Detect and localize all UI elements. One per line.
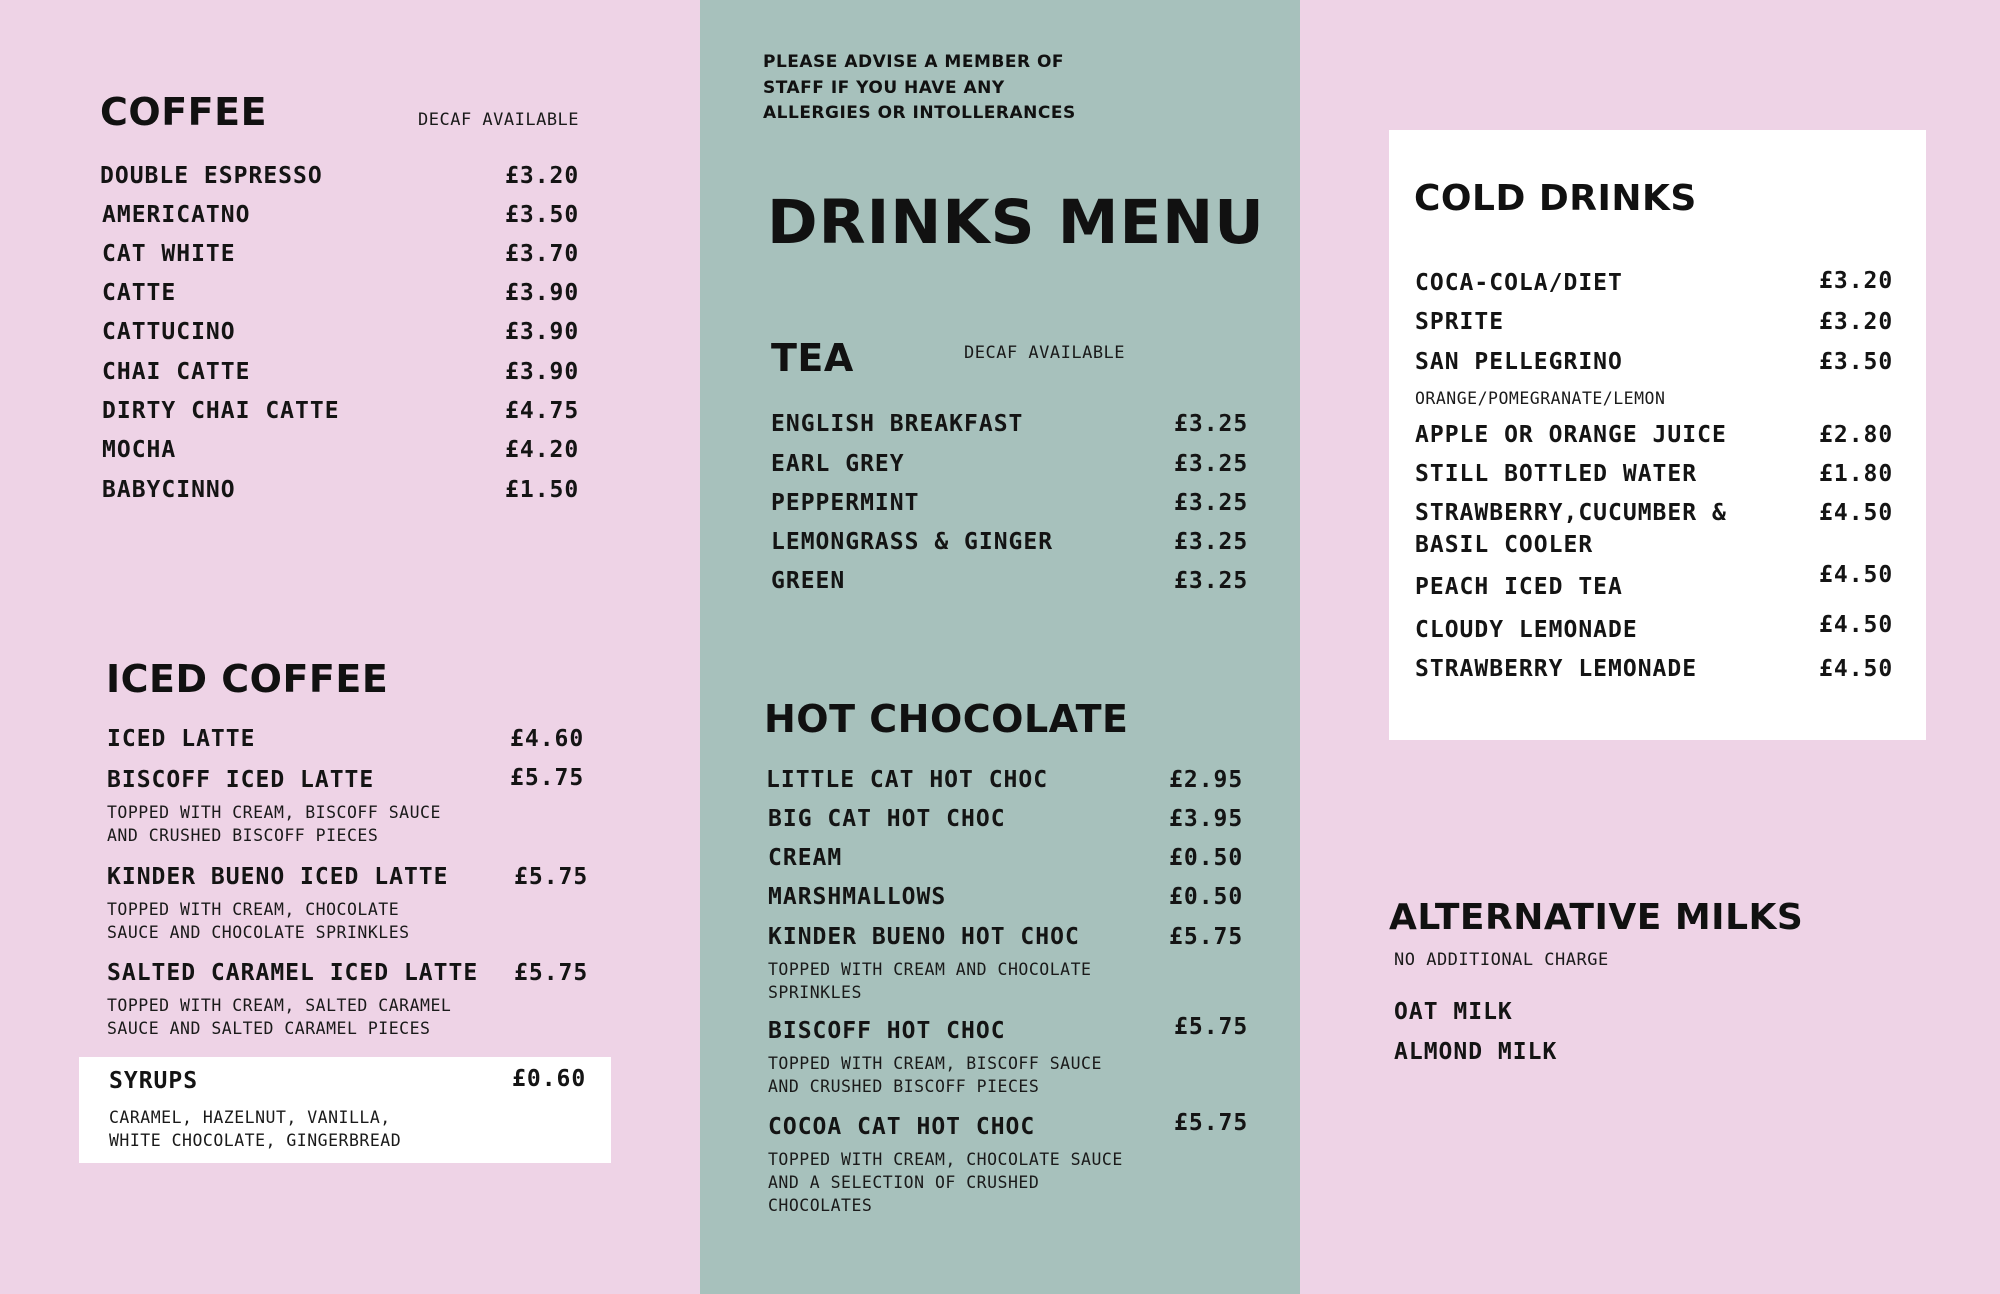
item-description: TOPPED WITH CREAM AND CHOCOLATE SPRINKLES: [768, 960, 1092, 1002]
menu-item: BIG CAT HOT CHOC £3.95: [768, 806, 1244, 832]
menu-item: AMERICATNO £3.50: [102, 202, 580, 228]
item-description: ORANGE/POMEGRANATE/LEMON: [1415, 389, 1666, 408]
item-description: TOPPED WITH CREAM, BISCOFF SAUCE AND CRUSHED BISCOFF PIECES: [107, 803, 441, 845]
menu-item: ENGLISH BREAKFAST £3.25: [771, 411, 1249, 437]
hot-chocolate-heading: HOT CHOCOLATE: [764, 697, 1129, 741]
menu-item: STRAWBERRY LEMONADE £4.50: [1415, 656, 1894, 682]
menu-item: DOUBLE ESPRESSO £3.20: [100, 163, 580, 189]
tea-decaf-note: DECAF AVAILABLE: [964, 343, 1126, 363]
syrups-box: [79, 1057, 611, 1163]
menu-item: BISCOFF HOT CHOC £5.75: [768, 1014, 1249, 1044]
menu-item: MOCHA £4.20: [102, 437, 580, 463]
menu-item: PEPPERMINT £3.25: [771, 490, 1249, 516]
menu-item: CATTE £3.90: [102, 280, 580, 306]
item-description: TOPPED WITH CREAM, SALTED CARAMEL SAUCE AND SALTED CARAMEL PIECES: [107, 996, 452, 1038]
allergy-note: PLEASE ADVISE A MEMBER OF STAFF IF YOU HAVE ANY ALLERGIES OR INTOLLERANCES: [763, 52, 1076, 123]
coffee-heading: COFFEE: [100, 90, 268, 134]
no-charge-note: NO ADDITIONAL CHARGE: [1394, 950, 1609, 970]
coffee-decaf-note: DECAF AVAILABLE: [418, 110, 580, 130]
cold-drinks-box: [1389, 130, 1926, 740]
menu-item: CATTUCINO £3.90: [102, 319, 580, 345]
menu-item: SALTED CARAMEL ICED LATTE £5.75: [107, 960, 589, 986]
menu-item: STRAWBERRY,CUCUMBER & £4.50 BASIL COOLER: [1415, 500, 1894, 558]
menu-item: BABYCINNO £1.50: [102, 477, 580, 503]
right-panel: [1300, 0, 2000, 1294]
menu-item: SPRITE £3.20: [1415, 309, 1894, 335]
menu-item: MARSHMALLOWS £0.50: [768, 884, 1244, 910]
menu-item: CAT WHITE £3.70: [102, 241, 580, 267]
item-description: TOPPED WITH CREAM, CHOCOLATE SAUCE AND CHOCOLATE SPRINKLES: [107, 900, 410, 942]
alternative-milks-heading: ALTERNATIVE MILKS: [1389, 897, 1804, 938]
syrups-item: SYRUPS £0.60: [109, 1066, 587, 1094]
menu-item: SAN PELLEGRINO £3.50: [1415, 349, 1894, 375]
center-panel: [700, 0, 1300, 1294]
menu-item: CLOUDY LEMONADE £4.50: [1415, 612, 1894, 643]
menu-item: COCA-COLA/DIET £3.20: [1415, 268, 1894, 296]
menu-item: KINDER BUENO ICED LATTE £5.75: [107, 864, 589, 890]
menu-item: EARL GREY £3.25: [771, 451, 1249, 477]
page-title: DRINKS MENU: [767, 187, 1265, 258]
menu-item: BISCOFF ICED LATTE £5.75: [107, 765, 585, 793]
menu-item: DIRTY CHAI CATTE £4.75: [102, 398, 580, 424]
menu-item: LEMONGRASS & GINGER £3.25: [771, 529, 1249, 555]
menu-item: LITTLE CAT HOT CHOC £2.95: [766, 767, 1244, 793]
menu-item: CHAI CATTE £3.90: [102, 359, 580, 385]
cold-drinks-heading: COLD DRINKS: [1414, 178, 1697, 219]
menu-item: ICED LATTE £4.60: [107, 726, 585, 752]
menu-item: KINDER BUENO HOT CHOC £5.75: [768, 924, 1244, 950]
menu-item: OAT MILK: [1394, 999, 1513, 1025]
tea-heading: TEA: [771, 336, 854, 380]
syrups-flavours: CARAMEL, HAZELNUT, VANILLA, WHITE CHOCOLATE, GINGERBREAD: [109, 1108, 402, 1150]
menu-item: APPLE OR ORANGE JUICE £2.80: [1415, 422, 1894, 448]
menu-item: STILL BOTTLED WATER £1.80: [1415, 461, 1894, 487]
menu-item: PEACH ICED TEA £4.50: [1415, 562, 1894, 600]
menu-item: ALMOND MILK: [1394, 1039, 1558, 1065]
item-description: TOPPED WITH CREAM, BISCOFF SAUCE AND CRUSHED BISCOFF PIECES: [768, 1054, 1102, 1096]
iced-coffee-heading: ICED COFFEE: [106, 657, 389, 701]
menu-item: CREAM £0.50: [768, 845, 1244, 871]
menu-item: GREEN £3.25: [771, 568, 1249, 594]
item-description: TOPPED WITH CREAM, CHOCOLATE SAUCE AND A SELECTION OF CRUSHED CHOCOLATES: [768, 1150, 1123, 1215]
menu-item: COCOA CAT HOT CHOC £5.75: [768, 1110, 1249, 1140]
left-panel: [0, 0, 700, 1294]
